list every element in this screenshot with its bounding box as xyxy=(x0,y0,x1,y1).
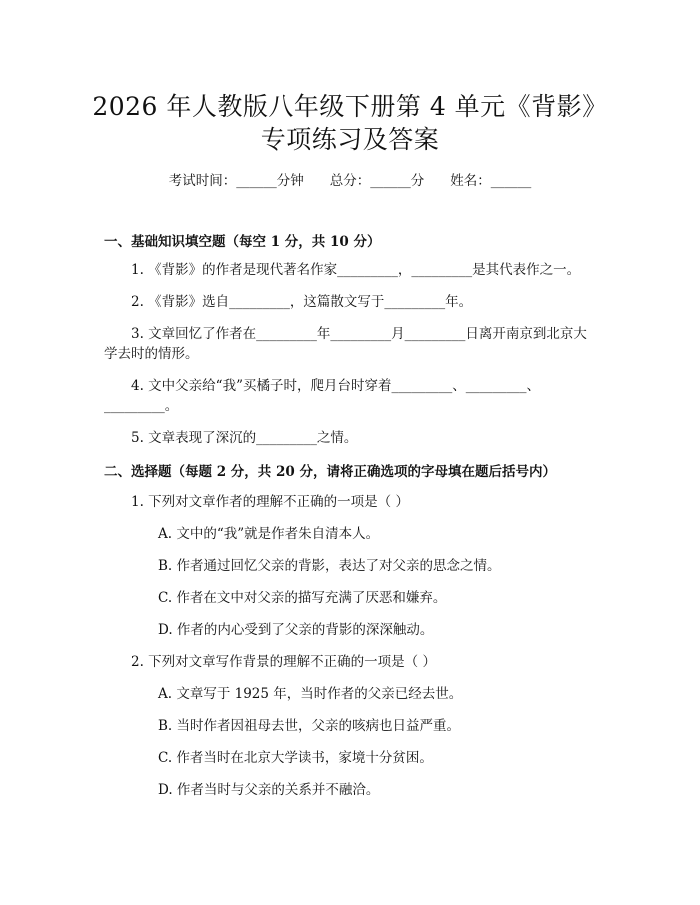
fill-question-3: 3. 文章回忆了作者在_________年_________月_________日离开南京到北京大 xyxy=(131,326,587,342)
choice-question-2-option-c: C. 作者当时在北京大学读书，家境十分贫困。 xyxy=(158,750,433,766)
section-heading-fill-in: 一、基础知识填空题（每空 1 分，共 10 分） xyxy=(104,234,381,250)
fill-question-4-continuation: _________。 xyxy=(104,398,179,414)
total-score-field: 总分：______分 xyxy=(329,173,425,189)
student-name-field: 姓名：______ xyxy=(450,173,532,189)
page-title: 2026 年人教版八年级下册第 4 单元《背影》 xyxy=(92,92,608,121)
fill-question-2: 2. 《背影》选自_________，这篇散文写于_________年。 xyxy=(131,294,473,310)
page-subtitle: 专项练习及答案 xyxy=(260,125,440,154)
choice-question-2-option-d: D. 作者当时与父亲的关系并不融洽。 xyxy=(158,782,380,798)
choice-question-1-stem: 1. 下列对文章作者的理解不正确的一项是（ ） xyxy=(131,494,409,510)
choice-question-1-option-c: C. 作者在文中对父亲的描写充满了厌恶和嫌弃。 xyxy=(158,590,447,606)
choice-question-1-option-a: A. 文中的“我”就是作者朱自清本人。 xyxy=(158,526,380,542)
choice-question-2-option-a: A. 文章写于 1925 年，当时作者的父亲已经去世。 xyxy=(158,686,463,702)
choice-question-2-stem: 2. 下列对文章写作背景的理解不正确的一项是（ ） xyxy=(131,654,436,670)
fill-question-1: 1. 《背影》的作者是现代著名作家_________，_________是其代表作之一。 xyxy=(131,262,581,278)
exam-time-field: 考试时间：______分钟 xyxy=(168,173,304,189)
fill-question-3-continuation: 学去时的情形。 xyxy=(104,346,199,362)
fill-question-5: 5. 文章表现了深沉的_________之情。 xyxy=(131,430,358,446)
exam-info-line xyxy=(0,169,700,189)
choice-question-2-option-b: B. 当时作者因祖母去世，父亲的咳病也日益严重。 xyxy=(158,718,461,734)
choice-question-1-option-d: D. 作者的内心受到了父亲的背影的深深触动。 xyxy=(158,622,434,638)
section-heading-multiple-choice: 二、选择题（每题 2 分，共 20 分，请将正确选项的字母填在题后括号内） xyxy=(104,464,556,480)
fill-question-4: 4. 文中父亲给“我”买橘子时，爬月台时穿着_________、_________、 xyxy=(131,378,540,394)
choice-question-1-option-b: B. 作者通过回忆父亲的背影，表达了对父亲的思念之情。 xyxy=(158,558,501,574)
